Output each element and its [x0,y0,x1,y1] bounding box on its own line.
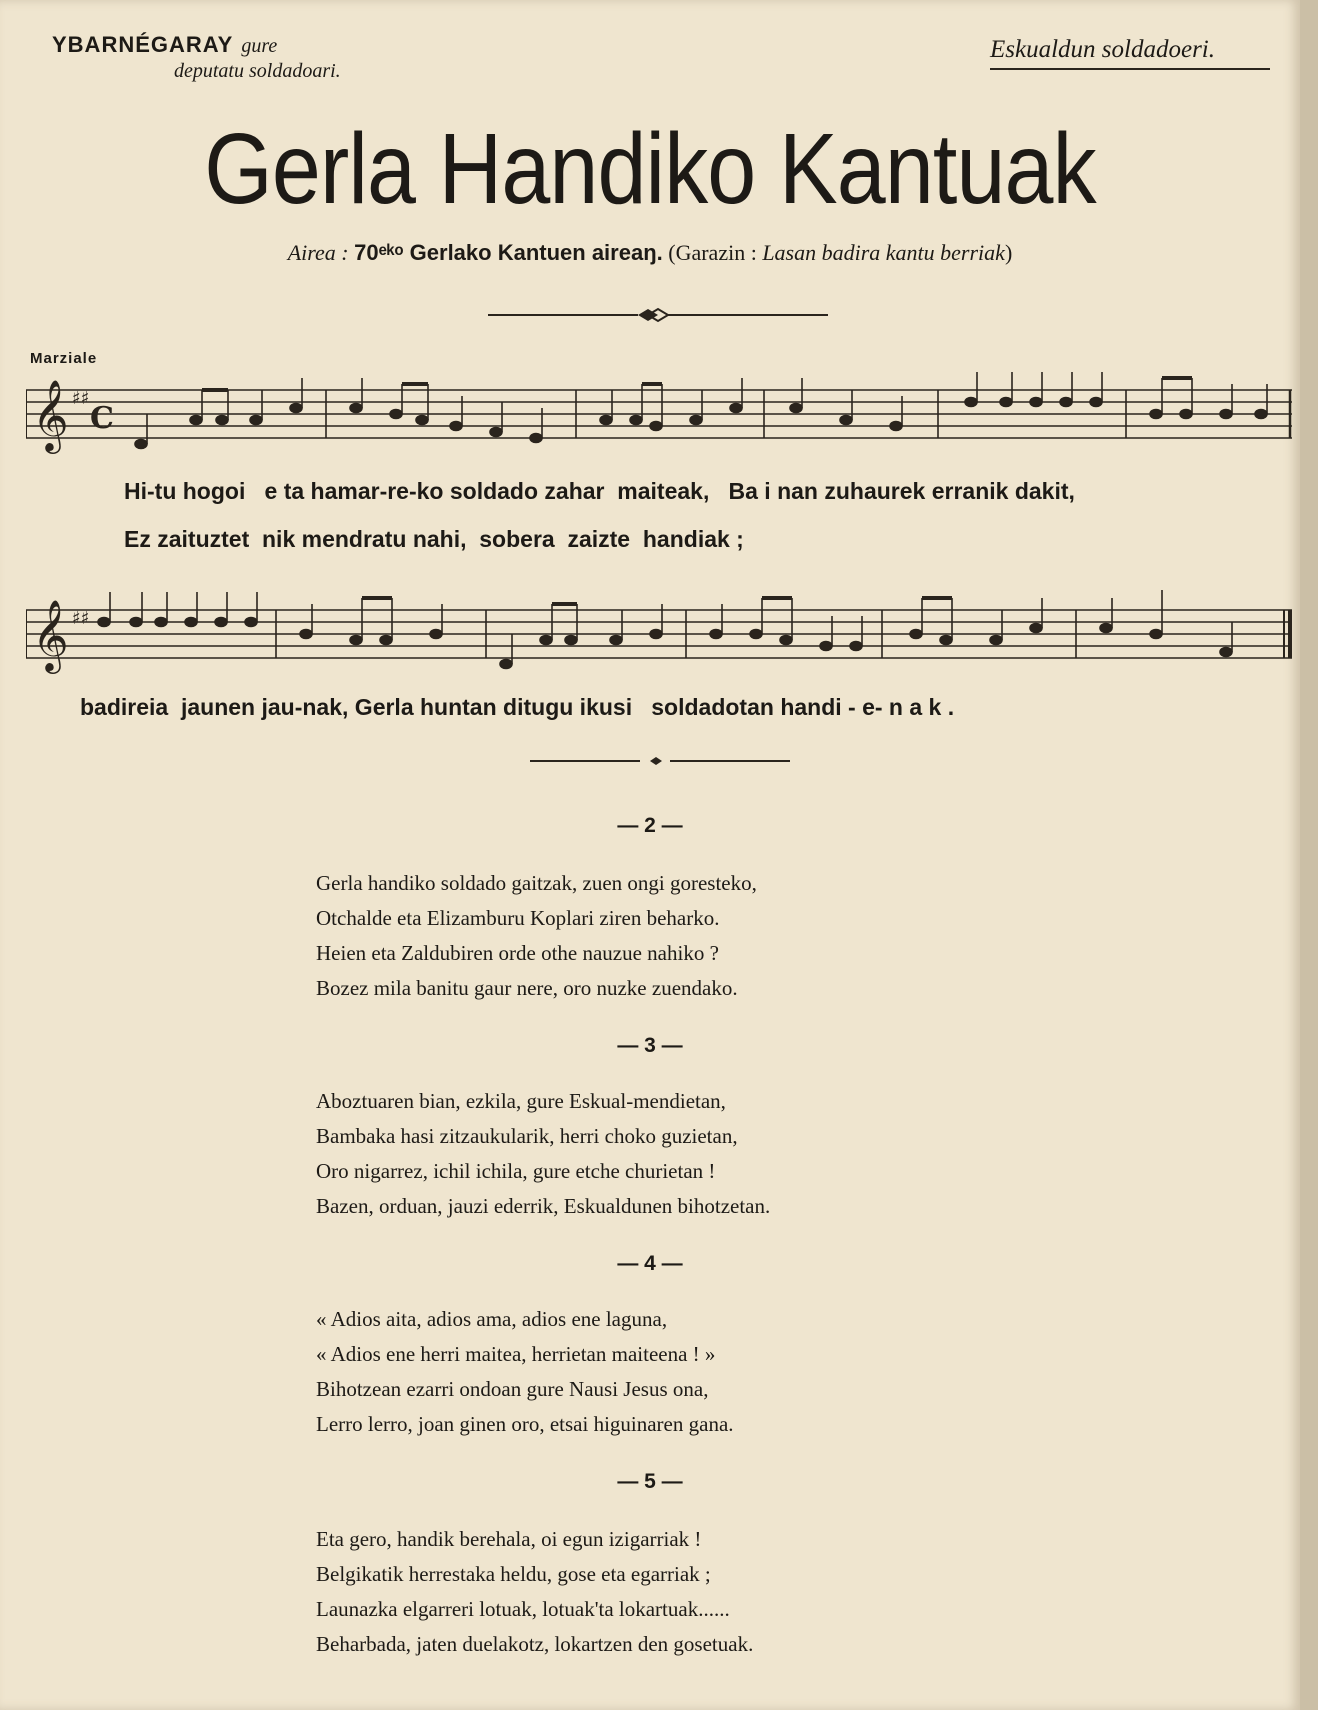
ornament-divider-top [488,300,828,330]
header-right-title: Eskualdun soldadoeri. [990,36,1270,70]
verse-line: Launazka elgarreri lotuak, lotuak'ta lokartuak...... [316,1597,730,1621]
svg-text:𝄞: 𝄞 [32,378,69,451]
lyric-line-3: badireia jaunen jau-nak, Gerla huntan ditugu ikusi soldadotan handi - e- n a k . [80,694,955,720]
stanza-2 [316,866,757,1006]
svg-text:𝄞: 𝄞 [32,598,69,671]
verse-line: Aboztuaren bian, ezkila, gure Eskual-mendietan, [316,1089,726,1113]
stanza-3 [316,1084,770,1224]
verse-line: Bazen, orduan, jauzi ederrik, Eskualdunen bihotzetan. [316,1194,771,1218]
stanza-4 [316,1302,734,1442]
stanza-number-2: — 2 — [617,814,683,837]
airea-paren-close: ) [1004,240,1013,265]
verse-line: Gerla handiko soldado gaitzak, zuen ongi goresteko, [316,871,757,895]
stanza-number-5: — 5 — [617,1470,683,1493]
dedication-name: YBARNÉGARAY [52,32,234,57]
verse-line: Oro nigarrez, ichil ichila, gure etche churietan ! [316,1159,716,1183]
tempo-marking: Marziale [30,350,98,367]
verse-line: « Adios ene herri maitea, herrietan maiteena ! » [316,1342,716,1366]
airea-paren-title: Lasan badira kantu berriak [762,240,1005,265]
verse-line: Heien eta Zaldubiren orde othe nauzue nahiko ? [316,941,719,965]
verse-line: « Adios aita, adios ama, adios ene laguna, [316,1307,668,1331]
page-title: Gerla Handiko Kantuak [204,113,1096,225]
lyric-line-2: Ez zaituztet nik mendratu nahi, sobera zaizte handiak ; [124,526,744,552]
svg-text:C: C [90,401,114,436]
verse-line: Belgikatik herrestaka heldu, gose eta egarriak ; [316,1562,711,1586]
dedication-line2: deputatu soldadoari. [174,60,341,82]
svg-text:♯♯: ♯♯ [72,608,90,629]
verse-line: Bihotzean ezarri ondoan gure Nausi Jesus ona, [316,1377,709,1401]
svg-text:♯♯: ♯♯ [72,388,90,409]
airea-paren-open: (Garazin : [668,240,757,265]
dedication [52,32,472,83]
airea-line [0,240,1300,266]
verse-line: Eta gero, handik berehala, oi egun izigarriak ! [316,1527,702,1551]
page-edge [1300,0,1318,1710]
stanza-5 [316,1522,753,1662]
verse-line: Otchalde eta Elizamburu Koplari ziren beharko. [316,906,720,930]
dedication-gure: gure [241,35,278,57]
music-staff-1 [26,370,1292,480]
ornament-divider-bottom [530,746,790,776]
airea-tune: 70ᵉᵏᵒ Gerlako Kantuen aireaŋ. [354,240,663,265]
lyric-line-1: Hi-tu hogoi e ta hamar-re-ko soldado zahar maiteak, Ba i nan zuhaurek erranik dakit, [124,478,1075,504]
verse-line: Beharbada, jaten duelakotz, lokartzen den gosetuak. [316,1632,754,1656]
stanza-number-4: — 4 — [617,1252,683,1275]
verse-line: Lerro lerro, joan ginen oro, etsai higuinaren gana. [316,1412,734,1436]
airea-label: Airea : [287,240,349,265]
music-staff-2 [26,590,1292,700]
verse-line: Bambaka hasi zitzaukularik, herri choko guzietan, [316,1124,738,1148]
stanza-number-3: — 3 — [617,1034,683,1057]
verse-line: Bozez mila banitu gaur nere, oro nuzke zuendako. [316,976,738,1000]
